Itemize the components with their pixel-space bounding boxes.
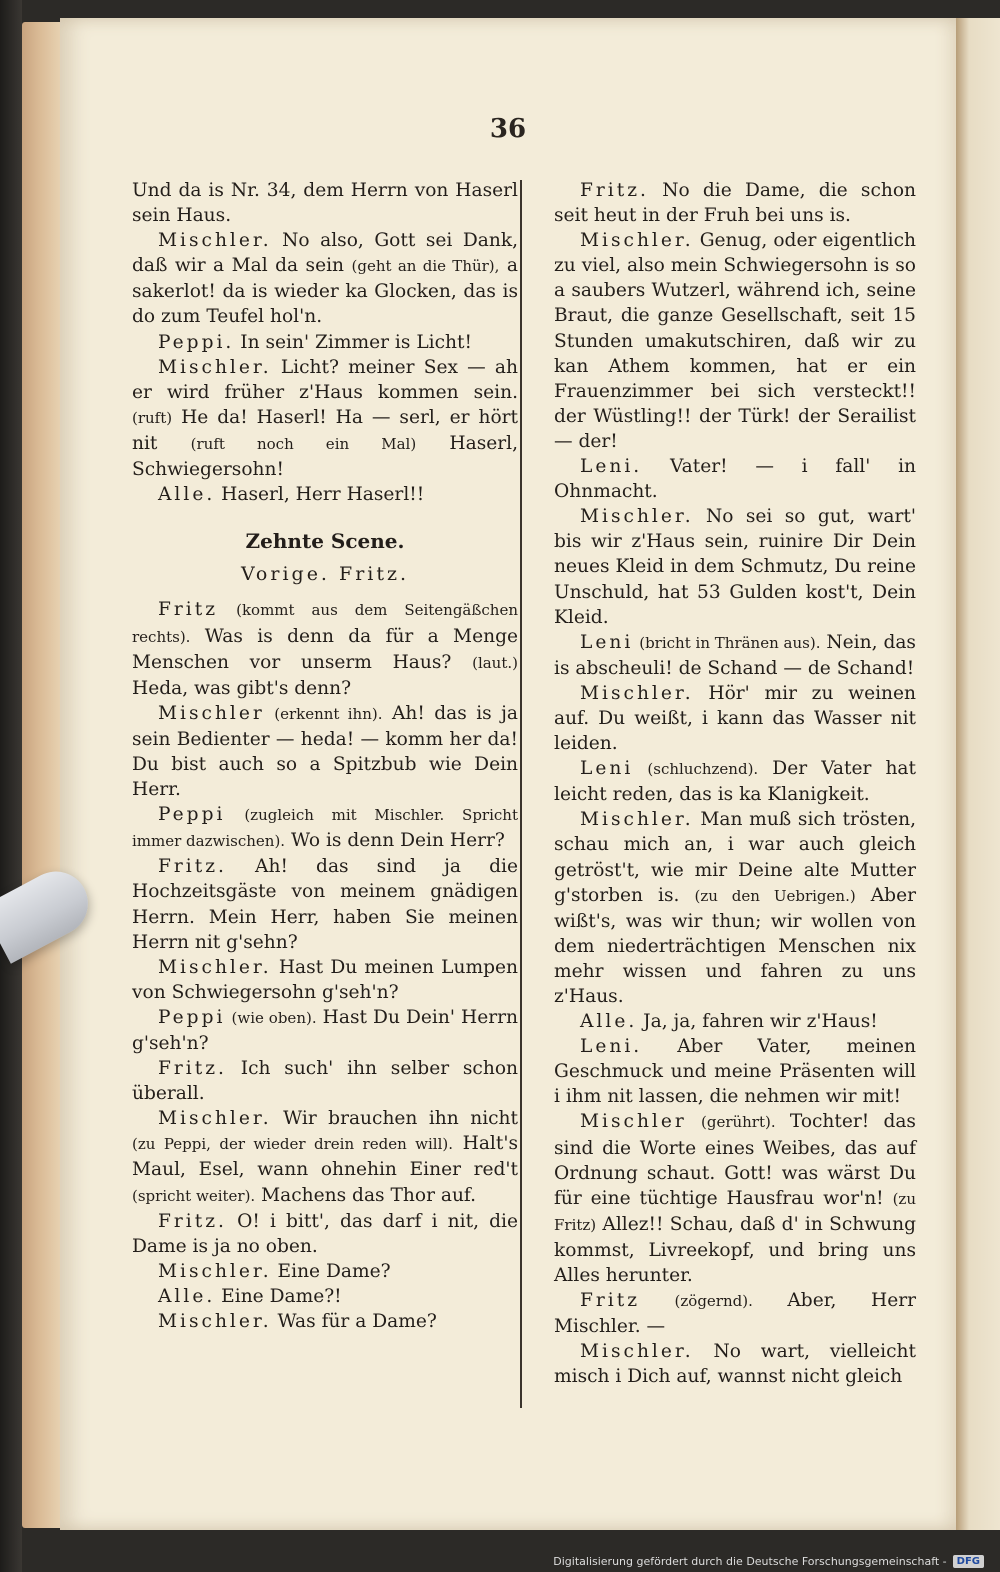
page-number: 36: [489, 114, 527, 144]
dfg-logo: DFG: [953, 1555, 984, 1568]
speaker-name: Alle.: [158, 1285, 216, 1307]
dialogue-text: Allez!! Schau, daß d' in Schwung kommst, Livreekopf, und bring uns Alles herunter.: [554, 1213, 916, 1287]
speaker-name: Mischler.: [158, 230, 272, 252]
dialogue-line: [132, 1259, 518, 1284]
stage-direction: (bricht in Thränen aus).: [639, 633, 821, 652]
dialogue-text: a sakerlot! da is wieder ka Glocken, das is do zum Teufel hol'n.: [132, 255, 518, 328]
speaker-name: Alle.: [158, 484, 216, 506]
dialogue-line: [132, 330, 518, 355]
dialogue-line: [132, 1284, 518, 1309]
dialogue-line: [554, 228, 916, 454]
dialogue-text: Eine Dame?: [277, 1260, 391, 1282]
dialogue-line: [132, 854, 518, 954]
stage-direction: (zu Peppi, der wieder drein reden will).: [132, 1135, 454, 1154]
dialogue-text: Genug, oder eigentlich zu viel, also mein Schwiegersohn is so a saubers Wutzerl, während ich, seine Braut, die ganze Gesellschaft, seit 15 Stunden umakutschiren, daß wir zu kan Athem kommen, hat er ein Frauenzimmer bei sich versteckt!! der Wüstling!! der Türk! der Serailist — der!: [554, 230, 916, 452]
dialogue-line: [554, 1339, 916, 1389]
speaker-name: Mischler.: [158, 956, 272, 978]
dialogue-text: Wir brauchen ihn nicht: [283, 1108, 518, 1130]
dialogue-line: [132, 228, 518, 329]
dialogue-line: [132, 482, 518, 507]
speaker-name: Mischler.: [580, 1341, 694, 1363]
speaker-name: Fritz.: [158, 1058, 227, 1080]
dialogue-text: No die Dame, die schon seit heut in der Fruh bei uns is.: [554, 180, 917, 227]
dialogue-text: Aber, Herr Mischler. —: [554, 1290, 916, 1338]
dialogue-text: Aber Vater, meinen Geschmuck und meine Präsenten will i ihm nit lassen, die nehmen wir mit!: [554, 1036, 916, 1108]
dialogue-text: No wart, vielleicht misch i Dich auf, wannst nicht gleich: [554, 1341, 916, 1388]
scene-heading: Zehnte Scene.: [245, 529, 405, 554]
speaker-name: Mischler.: [158, 1108, 272, 1130]
dialogue-line: [132, 701, 518, 802]
speaker-name: Fritz: [158, 599, 219, 621]
dialogue-text: Halt's Maul, Esel, wann ohnehin Einer red't: [132, 1133, 518, 1181]
dialogue-text: Tochter! das sind die Worte eines Weibes, das auf Ordnung schaut. Gott! was wärst Du für eine tüchtige Hausfrau wor'n!: [554, 1111, 916, 1209]
dialogue-text: Hör' mir zu weinen auf. Du weißt, i kann das Wasser nit leiden.: [554, 682, 916, 755]
stage-direction: (laut.): [472, 653, 518, 672]
dialogue-text: No sei so gut, wart' bis wir z'Haus sein, ruinire Dir Dein neues Kleid in dem Schmutz, Du reine Unschuld, hat 53 Gulden kost't, Dein Kleid.: [554, 506, 916, 628]
digitization-footer: [553, 1555, 984, 1568]
speaker-name: Fritz: [580, 1290, 641, 1312]
speaker-name: Alle.: [580, 1011, 638, 1033]
dialogue-text: Was is denn da für a Menge Menschen vor unserm Haus?: [132, 625, 518, 673]
stage-direction: (geht an die Thür),: [351, 257, 500, 276]
stage-direction: (schluchzend).: [647, 760, 759, 779]
stage-direction: (erkennt ihn).: [274, 704, 383, 723]
dialogue-line: [554, 504, 916, 629]
book-page-edges: [22, 22, 62, 1528]
dialogue-text: Man muß sich trösten, schau mich an, i war auch gleich getröst't, wie mir Deine alte Mutter g'storben is.: [554, 809, 916, 906]
dialogue-text: Ah! das sind ja die Hochzeitsgäste von meinem gnädigen Herrn. Mein Herr, haben Sie meinen Herrn nit g'sehn?: [132, 856, 518, 953]
stage-direction: (gerührt).: [700, 1113, 776, 1132]
stage-direction: (spricht weiter).: [132, 1186, 256, 1205]
speaker-name: Leni: [580, 758, 634, 780]
speaker-name: Mischler.: [158, 356, 272, 378]
speaker-name: Fritz.: [158, 856, 227, 878]
dialogue-line: [554, 1009, 916, 1034]
dialogue-text: Ah! das is ja sein Bedienter — heda! — komm her da! Du bist auch so a Spitzbub wie Dein Herr.: [132, 702, 518, 801]
stage-direction: (zu Fritz): [554, 1189, 916, 1234]
speaker-name: Fritz.: [580, 180, 649, 201]
dialogue-text: Eine Dame?!: [221, 1285, 342, 1307]
speaker-name: Leni.: [580, 1036, 643, 1058]
dialogue-text: Heda, was gibt's denn?: [132, 677, 352, 699]
dialogue-line: [554, 178, 916, 228]
speaker-name: Mischler.: [580, 682, 694, 704]
dialogue-text: Licht? meiner Sex — ah er wird früher z'Haus kommen sein.: [132, 356, 518, 403]
dialogue-line: [554, 1034, 916, 1109]
right-column: [554, 178, 916, 1390]
stage-direction: (kommt aus dem Seitengäßchen rechts).: [132, 601, 518, 646]
book-page: [60, 18, 956, 1530]
speaker-name: Peppi: [158, 804, 226, 826]
speaker-name: Leni.: [580, 456, 643, 478]
stage-direction: (ruft noch ein Mal): [190, 434, 417, 453]
dialogue-line: [554, 1288, 916, 1339]
stage-direction: (zögernd).: [674, 1292, 753, 1311]
dialogue-text: In sein' Zimmer is Licht!: [240, 331, 472, 353]
dialogue-line: [554, 630, 916, 681]
adjacent-page-edge: [956, 18, 1000, 1530]
dialogue-line: [554, 756, 916, 807]
dialogue-text: Hast Du Dein' Herrn g'seh'n?: [132, 1006, 518, 1054]
speaker-name: Leni: [580, 631, 634, 653]
dialogue-text: Ja, ja, fahren wir z'Haus!: [643, 1011, 878, 1033]
dialogue-line: [554, 1109, 916, 1288]
dialogue-text: No also, Gott sei Dank, daß wir a Mal da sein: [132, 230, 518, 277]
dialogue-line: [132, 1309, 518, 1334]
speaker-name: Mischler.: [580, 809, 694, 831]
dialogue-line: [132, 802, 518, 854]
stage-direction: (wie oben).: [231, 1008, 317, 1027]
dialogue-line: [132, 1209, 518, 1259]
dialogue-line: [554, 807, 916, 1009]
dialogue-text: Machens das Thor auf.: [261, 1184, 477, 1206]
dialogue-text: Vater! — i fall' in Ohnmacht.: [554, 456, 916, 503]
scene-characters: Vorige. Fritz.: [240, 563, 410, 586]
paragraph: [132, 178, 518, 228]
dialogue-text: Haserl, Schwiegersohn!: [132, 432, 519, 481]
speaker-name: Mischler.: [158, 1311, 272, 1333]
speaker-name: Fritz.: [158, 1210, 227, 1232]
scan-background-left: [0, 0, 22, 1572]
speaker-name: Mischler.: [580, 506, 694, 528]
dialogue-line: [554, 454, 916, 504]
speaker-name: Peppi.: [158, 331, 235, 353]
dialogue-line: [132, 355, 518, 482]
speaker-name: Peppi: [158, 1006, 226, 1028]
dialogue-line: [132, 1005, 518, 1056]
dialogue-text: Hast Du meinen Lumpen von Schwiegersohn g'seh'n?: [132, 956, 518, 1003]
column-divider: [520, 180, 522, 1408]
footer-text: Digitalisierung gefördert durch die Deutsche Forschungsgemeinschaft -: [553, 1555, 947, 1568]
dialogue-text: Haserl, Herr Haserl!!: [221, 484, 425, 506]
left-column: [132, 178, 518, 1334]
dialogue-text: Aber wißt's, was wir thun; wir wollen von dem niederträchtigen Menschen nix mehr wissen und fahren zu uns z'Haus.: [554, 884, 916, 1007]
dialogue-text: Der Vater hat leicht reden, das is ka Klanigkeit.: [554, 758, 916, 806]
dialogue-text: O! i bitt', das darf i nit, die Dame is ja no oben.: [132, 1210, 518, 1257]
stage-direction: (zugleich mit Mischler. Spricht immer dazwischen).: [132, 806, 518, 851]
speaker-name: Mischler: [580, 1111, 687, 1133]
stage-direction: (ruft): [132, 408, 173, 427]
stage-direction: (zu den Uebrigen.): [694, 886, 856, 905]
dialogue-text: Nein, das is abscheuli! de Schand — de Schand!: [554, 631, 916, 679]
dialogue-line: [132, 1056, 518, 1106]
dialogue-line: [132, 597, 518, 700]
speaker-name: Mischler.: [158, 1260, 272, 1282]
text: Und da is Nr. 34, dem Herrn von Haserl sein Haus.: [132, 180, 518, 227]
dialogue-text: Wo is denn Dein Herr?: [290, 830, 505, 852]
speaker-name: Mischler.: [580, 230, 694, 252]
dialogue-line: [554, 681, 916, 756]
dialogue-text: Ich such' ihn selber schon überall.: [132, 1058, 518, 1105]
dialogue-line: [132, 955, 518, 1005]
dialogue-text: He da! Haserl! Ha — serl, er hört nit: [132, 406, 518, 454]
dialogue-line: [132, 1106, 518, 1208]
dialogue-text: Was für a Dame?: [277, 1311, 437, 1333]
speaker-name: Mischler: [158, 702, 265, 724]
